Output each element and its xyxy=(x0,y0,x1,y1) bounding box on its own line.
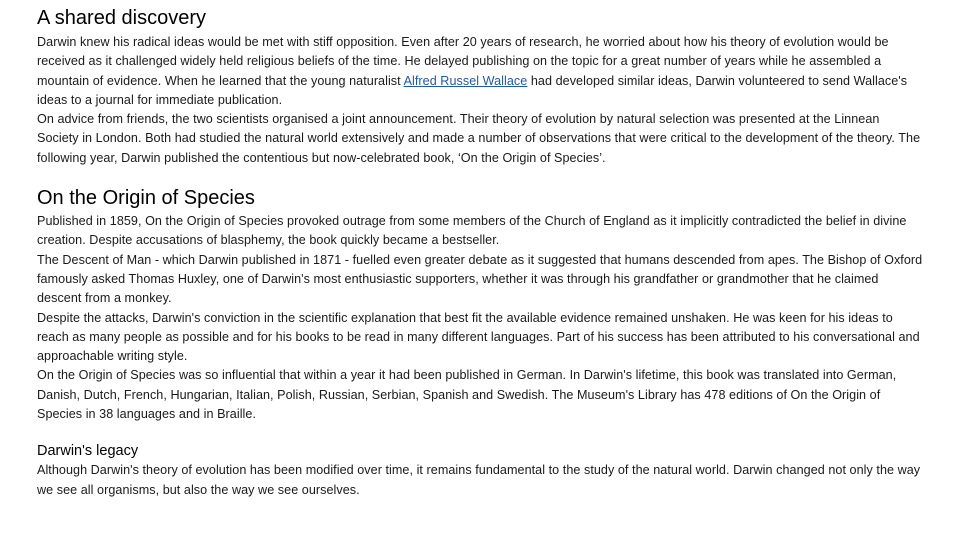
heading-darwins-legacy: Darwin's legacy xyxy=(37,443,139,460)
section-shared-discovery xyxy=(37,6,923,168)
paragraph-shared-discovery-2: On advice from friends, the two scientists organised a joint announcement. Their theory of evolution by natural selection was presented at the Linnean Society in London. Both had studied the natural world extensively and made a number of observations that were critical to the development of the theory. The following year, Darwin published the contentious but now-celebrated book, ‘On the Origin of Species’. xyxy=(37,112,921,165)
paragraph-origin-2: The Descent of Man - which Darwin published in 1871 - fuelled even greater debate as it suggested that humans descended from apes. The Bishop of Oxford famously asked Thomas Huxley, one of Darwin's most enthusiastic supporters, whether it was through his grandfather or grandmother that he claimed descent from a monkey. xyxy=(37,252,923,306)
paragraph-legacy-1: Although Darwin's theory of evolution has been modified over time, it remains fundamental to the study of the natural world. Darwin changed not only the way we see all organisms, but also the way we see ourselves. xyxy=(37,463,921,497)
paragraph-shared-discovery-1 xyxy=(37,33,923,110)
document-page xyxy=(37,6,923,500)
paragraph-origin-3: Despite the attacks, Darwin's conviction in the scientific explanation that best fit the available evidence remained unshaken. He was keen for his ideas to reach as many people as possible and for his books to be read in many different languages. Part of his success has been attributed to his conversational and approachable writing style. xyxy=(37,310,920,364)
heading-shared-discovery: A shared discovery xyxy=(37,7,206,29)
link-alfred-russel-wallace[interactable]: Alfred Russel Wallace xyxy=(403,73,528,88)
paragraph-origin-1: Published in 1859, On the Origin of Species provoked outrage from some members of the Church of England as it implicitly contradicted the belief in divine creation. Despite accusations of blasphemy, the book quickly became a bestseller. xyxy=(37,214,907,248)
heading-origin-of-species: On the Origin of Species xyxy=(37,187,255,210)
section-origin-of-species xyxy=(37,186,923,424)
paragraph-origin-4: On the Origin of Species was so influential that within a year it had been published in German. In Darwin's lifetime, this book was translated into German, Danish, Dutch, French, Hungarian, Italian, Polish, Russian, Serbian, Spanish and Swedish. The Museum's Library has 478 editions of On the Origin of Species in 38 languages and in Braille. xyxy=(37,368,897,422)
paragraph-text: Darwin knew his radical ideas would be met with stiff opposition. Even after 20 years of research, he worried about how his theory of evolution would be received as it challenged widely held religious beliefs of the time. He delayed publishing on the topic for a great number of years while he assembled a mountain of evidence. When he learned that the young naturalist xyxy=(37,35,889,88)
section-darwins-legacy xyxy=(37,441,923,500)
paragraph-text: had developed similar ideas, Darwin volunteered to send Wallace's ideas to a journal for immediate publication. xyxy=(37,73,908,107)
